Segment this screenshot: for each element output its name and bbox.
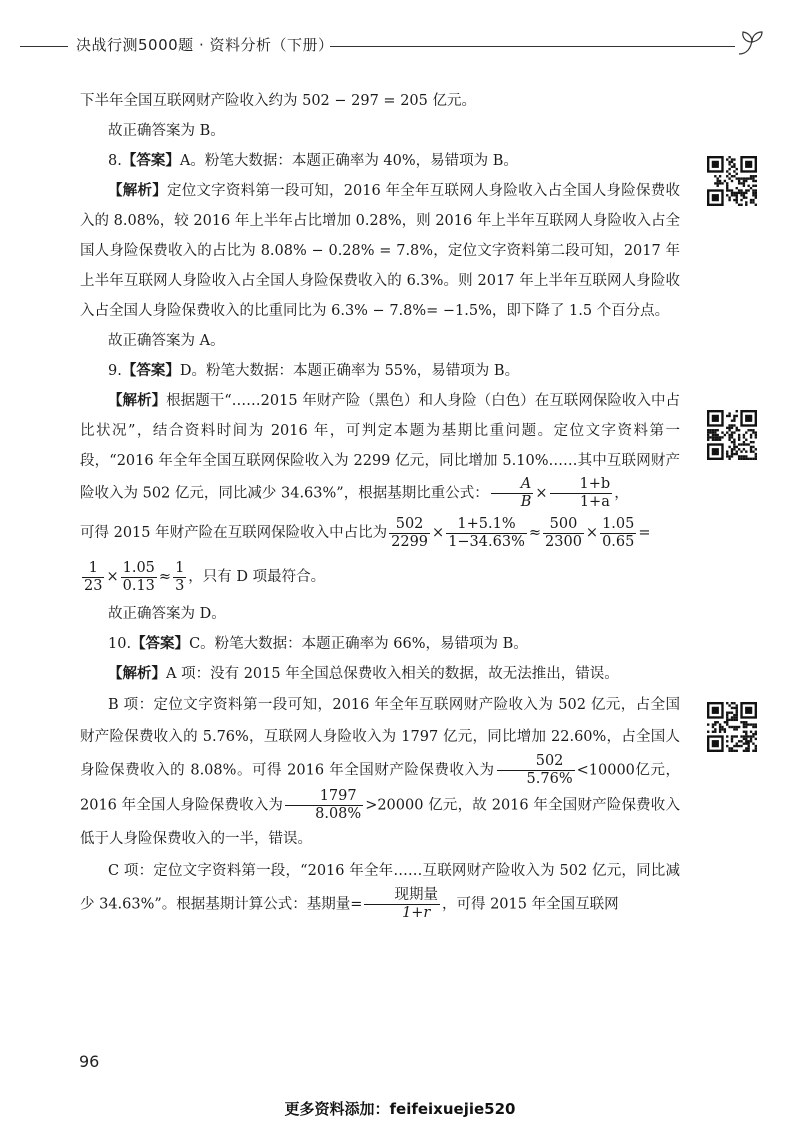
q10-option-b: B 项：定位文字资料第一段可知，2016 年全年互联网财产险收入为 502 亿元，占全国财产险保费收入的 5.76%，互联网人身险收入为 1797 亿元，同比增加 22.60%，占全国人身险保费收入的 8.08%。可得 2016 年全国财产险保费收入为 $\frac{502}{5.76\%}$ <10000亿元，2016 年全国人身险保费收入为 $\frac{1797}{8.08\%}$ >20000 亿元，故 2016 年全国财产险保费收入低于人身险保费收入的一半，错误。: [80, 697, 680, 847]
answer-line: 故正确答案为 B。: [108, 123, 225, 139]
answer-label: 【答案】: [121, 152, 180, 169]
question-number: 10.: [108, 636, 132, 652]
fraction: $\frac{\text{现期量}}{1+r}$: [364, 887, 440, 922]
answer-summary: C。粉笔大数据：本题正确率为 66%，易错项为 B。: [189, 636, 528, 652]
q9-answer-heading: [80, 356, 680, 386]
answer-label: 【答案】: [131, 635, 190, 652]
q10-analysis: [80, 659, 680, 689]
fraction: $\frac{1.05}{0.65}$: [602, 515, 635, 550]
fraction: $\frac{500}{2300}$: [545, 515, 582, 550]
page-number: 96: [79, 1052, 100, 1071]
analysis-text: 根据题干“……2015 年财产险（黑色）和人身险（白色）在互联网保险收入中占比状况”，结合资料时间为 2016 年，可判定本题为基期比重问题。定位文字资料第一段，“2016 年全年全国互联网保险收入为 2299 亿元，同比增加 5.10%……其中互联网财产险收入为 502 亿元，同比减少 34.63%”，根据基期比重公式：: [80, 393, 681, 502]
q8-answer-heading: [80, 146, 680, 176]
q9-analysis: 【解析】根据题干“……2015 年财产险（黑色）和人身险（白色）在互联网保险收入中占比状况”，结合资料时间为 2016 年，可判定本题为基期比重问题。定位文字资料第一段，“2016 年全年全国互联网保险收入为 2299 亿元，同比增加 5.10%……其中互联网财产险收入为 502 亿元，同比减少 34.63%”，根据基期比重公式： $\frac{A}{B}$ × $\frac{1+b}{1+a}$ ，: [80, 392, 681, 510]
fraction: $\frac{1}{23}$: [84, 559, 103, 594]
fraction: $\frac{1}{3}$: [175, 559, 185, 594]
footer-note: 更多资料添加：feifeixuejie520: [284, 1100, 516, 1118]
book-title: 决战行测5000题 · 资料分析（下册）: [76, 36, 334, 54]
fraction: $\frac{1+5.1\%}{1-34.63\%}$: [448, 515, 525, 550]
answer-line: 故正确答案为 A。: [108, 333, 225, 349]
q9-calculation-result: $\frac{1}{23}$ × $\frac{1.05}{0.13}$ ≈ $\frac{1}{3}$ ，只有 D 项最符合。: [84, 559, 326, 594]
page-body: [80, 86, 680, 922]
analysis-label: 【解析】: [108, 182, 167, 199]
sprout-icon: [735, 28, 769, 58]
q10-answer-heading: [80, 629, 680, 659]
q8-analysis: [80, 176, 680, 326]
question-number: 9.: [108, 363, 122, 379]
qr-code-icon: [707, 410, 757, 460]
answer-line: 故正确答案为 D。: [108, 606, 226, 622]
question-number: 8.: [108, 153, 122, 169]
fraction: $\frac{1797}{8.08\%}$: [285, 788, 363, 823]
fraction: $\frac{1.05}{0.13}$: [122, 559, 155, 594]
answer-summary: D。粉笔大数据：本题正确率为 55%，易错项为 B。: [179, 363, 520, 379]
header-rule-left: [20, 46, 68, 47]
text-line: 下半年全国互联网财产险收入约为 502 − 297 = 205 亿元。: [80, 93, 476, 109]
fraction: $\frac{502}{5.76\%}$: [497, 753, 575, 788]
answer-summary: A。粉笔大数据：本题正确率为 40%，易错项为 B。: [179, 153, 518, 169]
qr-code-icon: [707, 156, 757, 206]
fraction: $\frac{A}{B}$: [491, 476, 534, 511]
analysis-text: A 项：没有 2015 年全国总保费收入相关的数据，故无法推出，错误。: [166, 666, 619, 682]
analysis-label: 【解析】: [108, 392, 167, 409]
running-header: [0, 28, 800, 62]
header-rule-right: [330, 46, 735, 47]
analysis-text: 定位文字资料第一段可知，2016 年全年互联网人身险收入占全国人身险保费收入的 8.08%，较 2016 年上半年占比增加 0.28%，则 2016 年上半年互联网人身险收入占全国人身险保费收入的占比为 8.08% − 0.28% = 7.8%，定位文字资料第二段可知，2017 年上半年互联网人身险收入占全国人身险保费收入的 6.3%。则 2017 年上半年互联网人身险收入占全国人身险保费收入的比重同比为 6.3% − 7.8%= −1.5%，即下降了 1.5 个百分点。: [80, 183, 681, 319]
fraction: $\frac{502}{2299}$: [391, 515, 429, 550]
analysis-label: 【解析】: [108, 665, 166, 682]
qr-code-icon: [707, 702, 757, 752]
q10-option-c: C 项：定位文字资料第一段，“2016 年全年……互联网财产险收入为 502 亿元，同比减少 34.63%”。根据基期计算公式：基期量= $\frac{\text{现期量}}{1+r}$ ，可得 2015 年全国互联网: [80, 863, 680, 921]
fraction: $\frac{1+b}{1+a}$: [550, 476, 613, 511]
answer-label: 【答案】: [121, 362, 180, 379]
q9-calculation: 可得 2015 年财产险在互联网保险收入中占比为 $\frac{502}{2299}$ × $\frac{1+5.1\%}{1-34.63\%}$ ≈ $\frac{500}{2300}$ × $\frac{1.05}{0.65}$ =: [80, 515, 651, 550]
